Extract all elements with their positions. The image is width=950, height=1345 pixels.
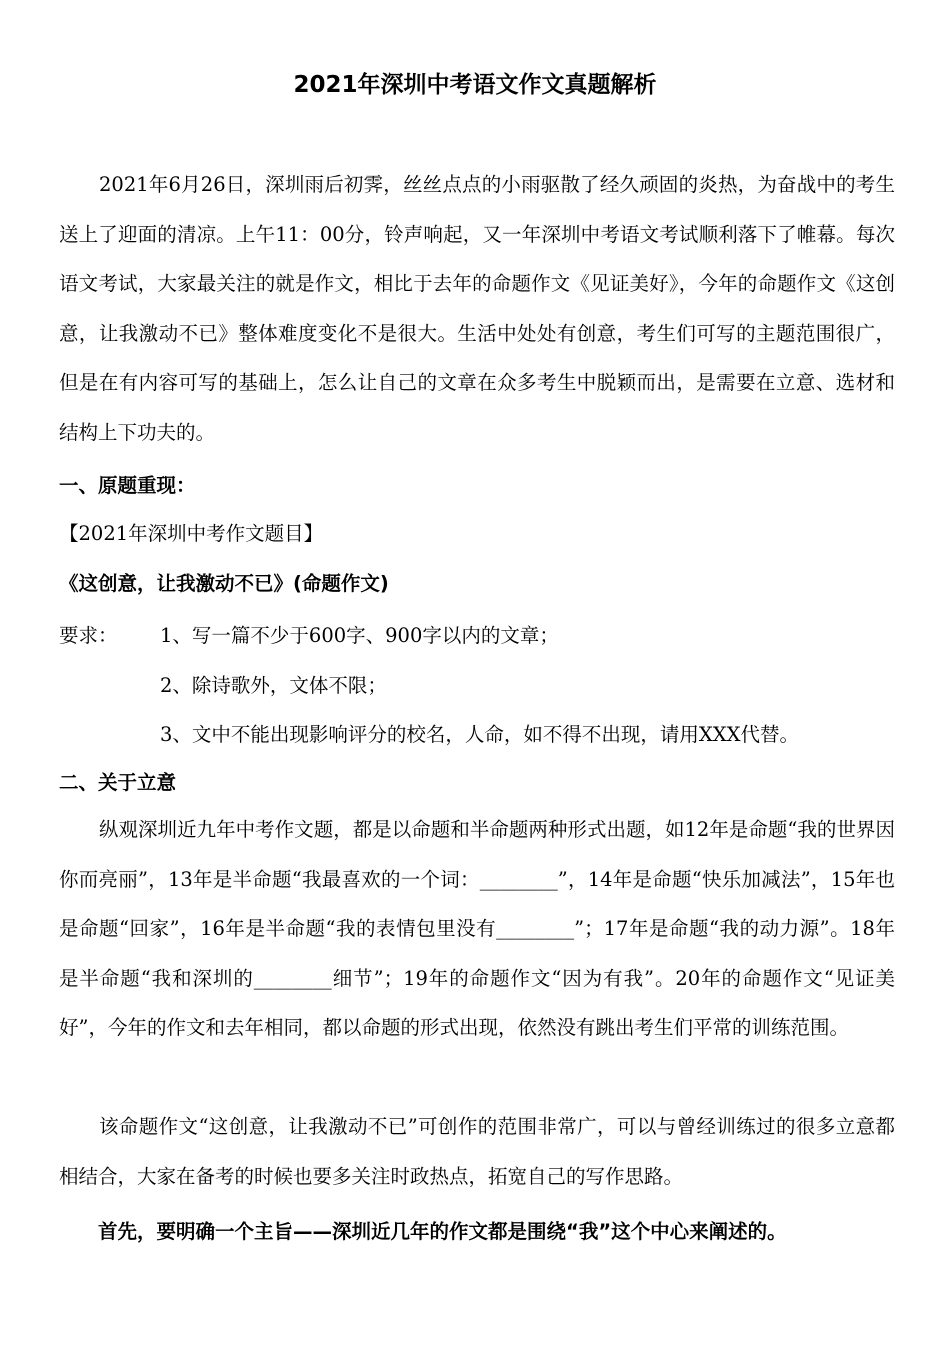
theme-key-point: 首先，要明确一个主旨——深圳近几年的作文都是围绕“我”这个中心来阐述的。	[98, 1220, 787, 1243]
exam-title: 《这创意，让我激动不已》(命题作文)	[59, 572, 389, 595]
intro-paragraph: 2021年6月26日，深圳雨后初霁，丝丝点点的小雨驱散了经久顽固的炎热，为奋战中的考生送上了迎面的清凉。上午11：00分，铃声响起，又一年深圳中考语文考试顺利落下了帷幕。每次语文考试，大家最关注的就是作文，相比于去年的命题作文《见证美好》，今年的命题作文《这创意，让我激动不已》整体难度变化不是很大。生活中处处有创意，考生们可写的主题范围很广，但是在有内容可写的基础上，怎么让自己的文章在众多考生中脱颖而出，是需要在立意、选材和结构上下功夫的。	[59, 173, 895, 444]
requirements-label: 要求：	[59, 624, 118, 647]
requirement-item: 1、写一篇不少于600字、900字以内的文章；	[160, 624, 559, 647]
theme-paragraph-history: 纵观深圳近九年中考作文题，都是以命题和半命题两种形式出题，如12年是命题“我的世界因你而亮丽”，13年是半命题“我最喜欢的一个词：________”，14年是命题“快乐加减法”，15年也是命题“回家”，16年是半命题“我的表情包里没有________”；17年是命题“我的动力源”。18年是半命题“我和深圳的________细节”；19年的命题作文“因为有我”。20年的命题作文“见证美好”，今年的作文和去年相同，都以命题的形式出现，依然没有跳出考生们平常的训练范围。	[59, 818, 895, 1039]
section-heading-theme: 二、关于立意	[59, 771, 177, 794]
theme-paragraph-scope: 该命题作文“这创意，让我激动不已”可创作的范围非常广，可以与曾经训练过的很多立意都相结合，大家在备考的时候也要多关注时政热点，拓宽自己的写作思路。	[59, 1115, 895, 1188]
document-title: 2021年深圳中考语文作文真题解析	[293, 72, 657, 98]
requirement-item: 3、文中不能出现影响评分的校名，人命，如不得不出现，请用XXX代替。	[160, 723, 800, 746]
section-heading-original-question: 一、原题重现：	[59, 474, 196, 497]
requirement-item: 2、除诗歌外，文体不限；	[160, 674, 387, 697]
exam-label: 【2021年深圳中考作文题目】	[59, 522, 324, 545]
